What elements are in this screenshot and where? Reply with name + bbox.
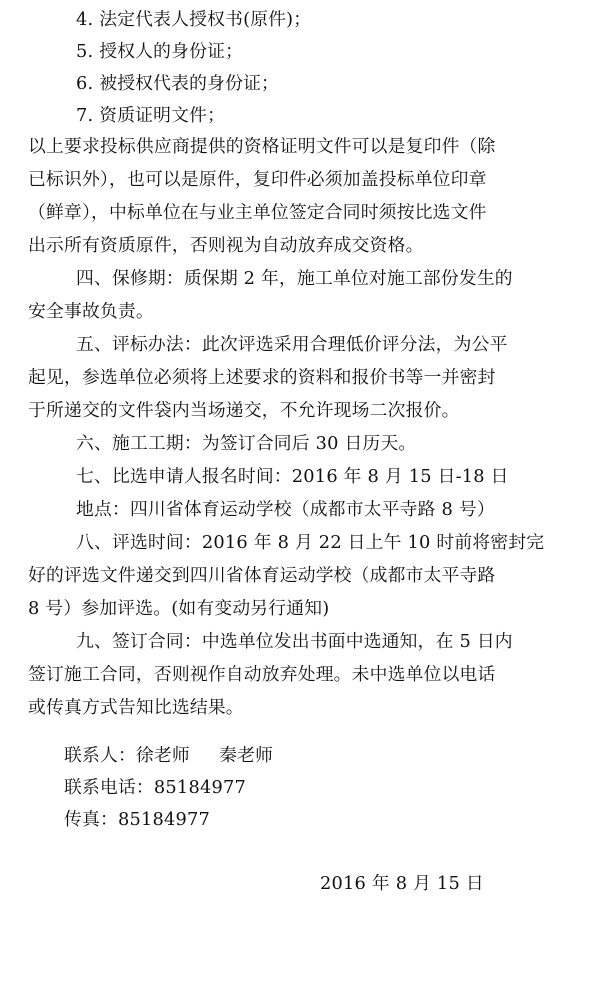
document-date: 2016 年 8 月 15 日 — [320, 873, 484, 894]
qualification-note-line: 出示所有资质原件，否则视为自动放弃成交资格。 — [28, 235, 424, 256]
item-7: 7. 资质证明文件； — [76, 105, 226, 126]
section-8-line: 好的评选文件递交到四川省体育运动学校（成都市太平寺路 — [28, 565, 496, 586]
qualification-note-line: （鲜章），中标单位在与业主单位签定合同时须按比选文件 — [28, 202, 487, 223]
qualification-note-line: 以上要求投标供应商提供的资格证明文件可以是复印件（除 — [28, 136, 496, 157]
contact-fax: 传真：85184977 — [64, 809, 211, 830]
section-9-line: 或传真方式告知比选结果。 — [28, 697, 244, 718]
location: 地点：四川省体育运动学校（成都市太平寺路 8 号） — [76, 499, 495, 520]
contact-phone: 联系电话：85184977 — [64, 777, 247, 798]
item-6: 6. 被授权代表的身份证； — [76, 73, 280, 94]
section-8-line: 八、评选时间：2016 年 8 月 22 日上午 10 时前将密封完 — [76, 532, 545, 553]
section-9-line: 签订施工合同，否则视作自动放弃处理。未中选单位以电话 — [28, 664, 496, 685]
contact-person: 联系人：徐老师 秦老师 — [64, 745, 274, 766]
section-6: 六、施工工期：为签订合同后 30 日历天。 — [76, 433, 417, 454]
item-4: 4. 法定代表人授权书(原件)； — [76, 9, 312, 30]
item-5: 5. 授权人的身份证； — [76, 41, 244, 62]
section-4-line: 四、保修期：质保期 2 年，施工单位对施工部份发生的 — [76, 268, 513, 289]
section-9-line: 九、签订合同：中选单位发出书面中选通知，在 5 日内 — [76, 631, 513, 652]
section-5-line: 五、评标办法：此次评选采用合理低价评分法，为公平 — [76, 334, 508, 355]
section-5-line: 起见，参选单位必须将上述要求的资料和报价书等一并密封 — [28, 367, 496, 388]
section-8-line: 8 号）参加评选。(如有变动另行通知) — [28, 598, 330, 619]
qualification-note-line: 已标识外），也可以是原件，复印件必须加盖投标单位印章 — [28, 169, 487, 190]
section-5-line: 于所递交的文件袋内当场递交，不允许现场二次报价。 — [28, 400, 460, 421]
section-4-line: 安全事故负责。 — [28, 301, 154, 322]
section-7: 七、比选申请人报名时间：2016 年 8 月 15 日-18 日 — [76, 466, 509, 487]
